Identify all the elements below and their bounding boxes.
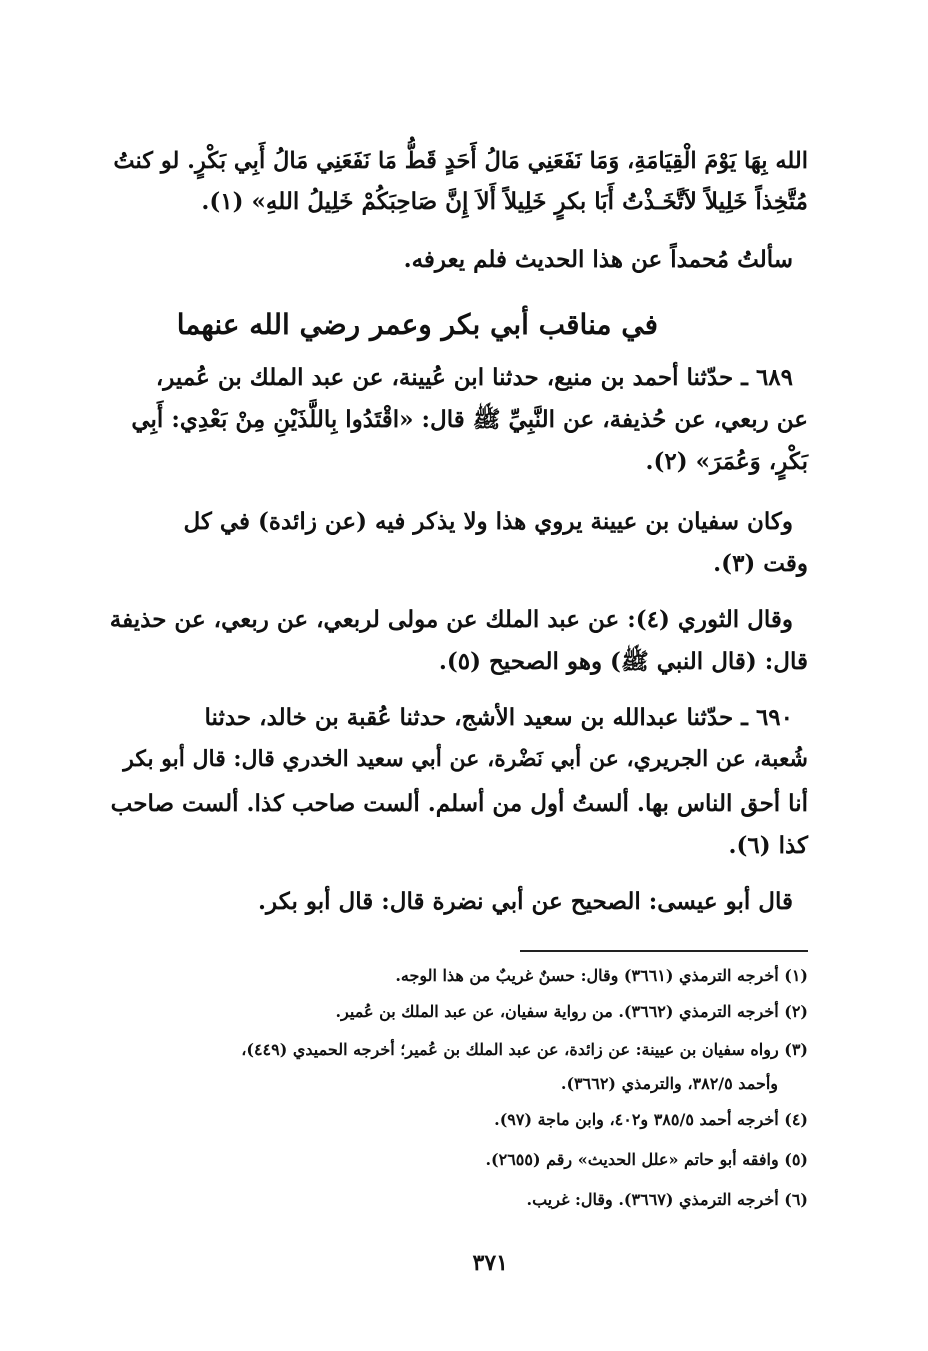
footnote: (٦) أخرجه الترمذي (٣٦٦٧). وقال: غريب. xyxy=(526,1190,808,1209)
body-line: ٦٩٠ ـ حدّثنا عبدالله بن سعيد الأشج، حدثنا عُقبة بن خالد، حدثنا xyxy=(204,704,793,731)
section-heading: في مناقب أبي بكر وعمر رضي الله عنهما xyxy=(176,308,658,341)
body-line: وقال الثوري (٤): عن عبد الملك عن مولى لربعي، عن ربعي، عن حذيفة xyxy=(109,606,793,633)
footnote: (٢) أخرجه الترمذي (٣٦٦٢). من رواية سفيان، عن عبد الملك بن عُمير. xyxy=(335,1002,808,1021)
body-line: شُعبة، عن الجريري، عن أبي نَضْرة، عن أبي سعيد الخدري قال: قال أبو بكر xyxy=(123,746,808,772)
body-line: وقت (٣). xyxy=(713,550,808,577)
body-line: كذا (٦). xyxy=(728,832,808,859)
footnote: (٤) أخرجه أحمد ٣٨٥/٥ و٤٠٢، وابن ماجة (٩٧). xyxy=(494,1110,808,1129)
body-line: الله بِهَا يَوْمَ الْقِيَامَةِ، وَمَا نَفَعَنِي مَالُ أَحَدٍ قَطُّ مَا نَفَعَنِي مَالُ أَبِي بَكْرٍ. لو كنتُ xyxy=(113,148,808,174)
body-line: ٦٨٩ ـ حدّثنا أحمد بن منيع، حدثنا ابن عُيينة، عن عبد الملك بن عُمير، xyxy=(155,364,793,391)
body-line: قال: (قال النبي ﷺ) وهو الصحيح (٥). xyxy=(438,648,808,675)
page-number: ٣٧١ xyxy=(472,1250,508,1276)
body-line: وكان سفيان بن عيينة يروي هذا ولا يذكر فيه (عن زائدة) في كل xyxy=(183,508,793,535)
body-line: مُتَّخِذاً خَلِيلاً لاَتَّخَـذْتُ أَبَا بكرٍ خَلِيلاً أَلاَ إِنَّ صَاحِبَكُمْ خَلِيلُ اللهِ» (١). xyxy=(201,188,808,215)
footnote: (٣) رواه سفيان بن عيينة: عن زائدة، عن عبد الملك بن عُمير؛ أخرجه الحميدي (٤٤٩)، xyxy=(241,1040,808,1059)
body-line: أنا أحق الناس بها. ألستُ أول من أسلم. ألست صاحب كذا. ألست صاحب xyxy=(110,790,808,817)
footnote: (١) أخرجه الترمذي (٣٦٦١) وقال: حسنٌ غريبٌ من هذا الوجه. xyxy=(395,966,808,985)
body-line: عن ربعي، عن حُذيفة، عن النَّبِيِّ ﷺ قال: «اقْتَدُوا بِاللَّذَيْنِ مِنْ بَعْدِي: أَبِي xyxy=(131,406,808,433)
footnote: وأحمد ٣٨٢/٥، والترمذي (٣٦٦٢). xyxy=(560,1074,778,1093)
body-line: بَكْرٍ، وَعُمَرَ» (٢). xyxy=(645,448,808,475)
body-line: قال أبو عيسى: الصحيح عن أبي نضرة قال: قال أبو بكر. xyxy=(258,888,793,915)
body-line: سألتُ مُحمداً عن هذا الحديث فلم يعرفه. xyxy=(403,246,793,273)
footnote-divider xyxy=(520,950,808,952)
footnote: (٥) وافقه أبو حاتم «علل الحديث» رقم (٢٦٥٥). xyxy=(485,1150,808,1169)
